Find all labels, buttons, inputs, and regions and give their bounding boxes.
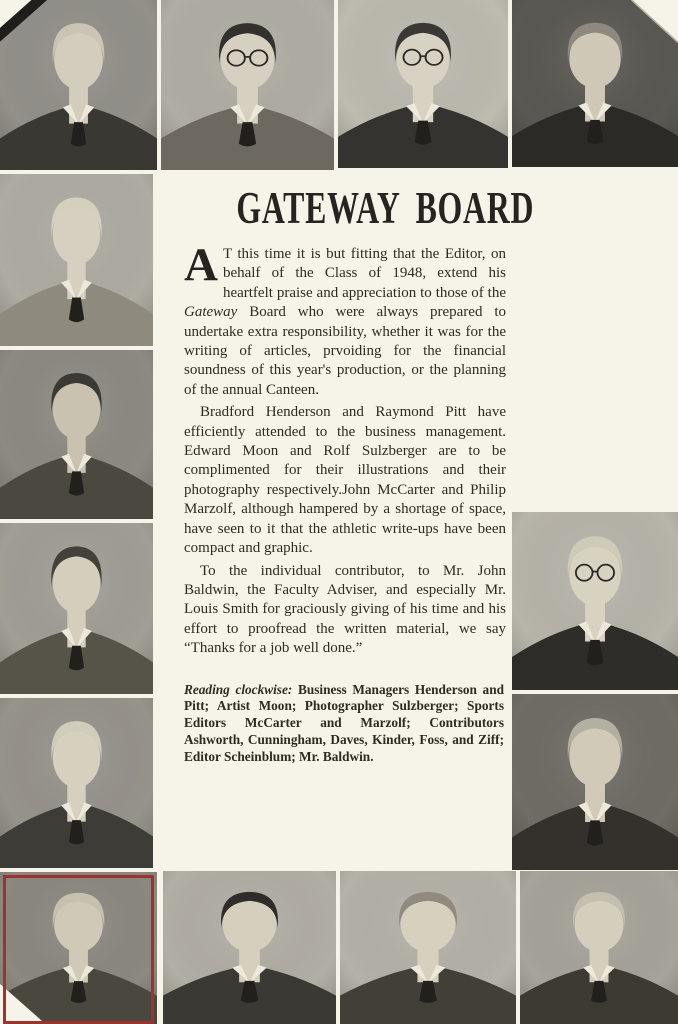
portrait-right-1[interactable] [512,512,678,690]
portrait-bust-svg [0,174,153,346]
portrait-bust-svg [163,871,336,1024]
portrait-left-4[interactable] [0,523,153,694]
paragraph-1 [184,239,506,400]
paragraph-3: To the individual contributor, to Mr. John Baldwin, the Faculty Adviser, and especially Mr. Louis Smith for graciously giving of his time and his effort to proofread the written material, we say “Thanks for a job well done.” [184,562,506,657]
page-title: GATEWAY BOARD [236,183,535,234]
portrait-left-2[interactable] [0,174,153,346]
caption-lead-in: Reading clockwise: [184,681,293,697]
portrait-bottom-2[interactable] [163,871,336,1024]
paragraph-1-text-b: Board who were always prepared to undertake extra responsibility, whether it was for the writing of articles, prvoiding for the financial soundness of this year's production, or the planning of the annual Canteen. [184,304,506,398]
portrait-bust-svg [0,872,157,1024]
portrait-right-2[interactable] [512,694,678,870]
portrait-left-5[interactable] [0,698,153,868]
portrait-bust-svg [512,694,678,870]
portrait-bust-svg [340,871,516,1024]
portrait-bottom-1[interactable] [0,872,157,1024]
paragraph-1-text-a: T this time it is but fitting that the Editor, on behalf of the Class of 1948, extend his heartfelt praise and appreciation to those of the [222,246,506,301]
portrait-bust-svg [512,0,678,167]
portrait-bust-svg [338,0,508,168]
gateway-italic: Gateway [184,304,238,321]
portrait-top-3[interactable] [338,0,508,168]
caption-body: Business Managers Henderson and Pitt; Artist Moon; Photographer Sulzberger; Sports Editors McCarter and Marzolf; Contributors Ashworth, Cunningham, Daves, Kinder, Foss, and Ziff; Editor Scheinblum; Mr. Baldwin. [184,681,504,765]
portrait-bottom-4[interactable] [520,871,678,1024]
portrait-bust-svg [0,350,153,519]
photo-caption [184,682,504,767]
portrait-top-4[interactable] [512,0,678,167]
article-column [166,172,535,872]
portrait-bottom-3[interactable] [340,871,516,1024]
portrait-bust-svg [0,698,153,868]
portrait-bust-svg [512,512,678,690]
drop-cap: A [184,239,218,291]
portrait-bust-svg [161,0,334,170]
portrait-bust-svg [0,0,157,170]
portrait-top-1[interactable] [0,0,157,170]
portrait-left-3[interactable] [0,350,153,519]
portrait-top-2[interactable] [161,0,334,170]
portrait-bust-svg [520,871,678,1024]
paragraph-2: Bradford Henderson and Raymond Pitt have efficiently attended to the business management. Edward Moon and Rolf Sulzberger are to be complimented for their illustrations and their photography respectively.John McCarter and Philip Marzolf, although hampered by a shortage of space, have seen to it that the athletic write-ups have been compact and graphic. [184,404,506,557]
portrait-bust-svg [0,523,153,694]
